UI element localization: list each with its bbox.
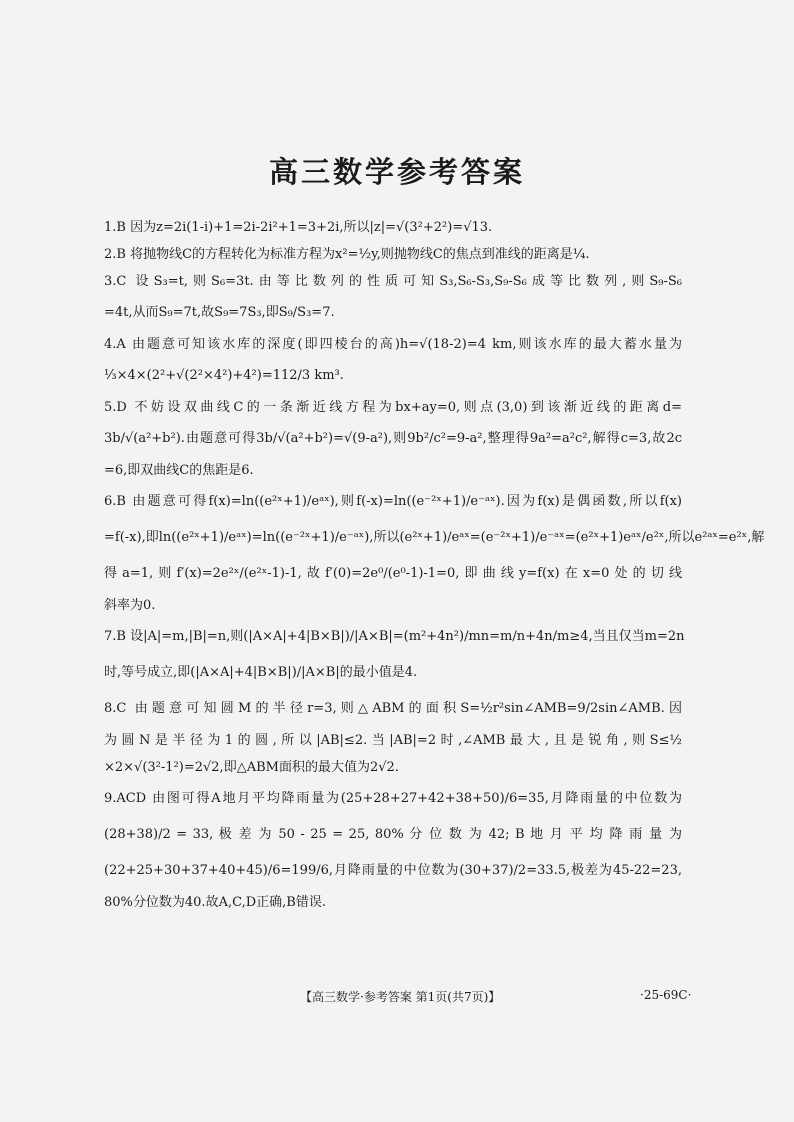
answer-line: 时,等号成立,即(|A×A|+4|B×B|)/|A×B|的最小值是4. xyxy=(104,665,418,680)
answer-line: ⅓×4×(2²+√(2²×4²)+4²)=112/3 km³. xyxy=(104,368,344,383)
answer-line: 斜率为0. xyxy=(104,598,156,613)
answer-line: 2.B 将抛物线C的方程转化为标准方程为x²=½y,则抛物线C的焦点到准线的距离是¼. xyxy=(104,247,590,262)
answer-line: (28+38)/2 = 33, 极 差 为 50 - 25 = 25, 80% 分 位 数 为 42; B 地 月 平 均 降 雨 量 为 xyxy=(104,827,682,842)
page-footer: 【高三数学·参考答案 第1页(共7页)】 xyxy=(300,990,501,1004)
answer-line: 6.B 由题意可得f(x)=ln((e²ˣ+1)/eᵃˣ),则f(-x)=ln((e⁻²ˣ+1)/e⁻ᵃˣ).因为f(x)是偶函数,所以f(x) xyxy=(104,494,682,509)
answer-line: =4t,从而S₉=7t,故S₉=7S₃,即S₉/S₃=7. xyxy=(104,305,335,320)
answer-line: =6,即双曲线C的焦距是6. xyxy=(104,463,254,478)
page-title: 高三数学参考答案 xyxy=(268,155,525,189)
document-code: ·25-69C· xyxy=(640,988,692,1002)
answer-line: 4.A 由题意可知该水库的深度(即四棱台的高)h=√(18-2)=4 km,则该水库的最大蓄水量为 xyxy=(104,337,682,352)
answer-content xyxy=(104,214,765,916)
answer-line: 3.C 设S₃=t,则S₆=3t.由等比数列的性质可知S₃,S₆-S₃,S₉-S₆成等比数列,则S₉-S₆ xyxy=(104,274,682,289)
answer-line: 为圆N是半径为1的圆,所以|AB|≤2.当|AB|=2时,∠AMB最大,且是锐角,则S≤½ xyxy=(104,733,682,748)
answer-line: 3b/√(a²+b²).由题意可得3b/√(a²+b²)=√(9-a²),则9b²/c²=9-a²,整理得9a²=a²c²,解得c=3,故2c xyxy=(104,431,682,446)
answer-line: 8.C 由题意可知圆M的半径r=3,则△ABM的面积S=½r²sin∠AMB=9/2sin∠AMB.因 xyxy=(104,701,682,716)
answer-line: 7.B 设|A|=m,|B|=n,则(|A×A|+4|B×B|)/|A×B|=(m²+4n²)/mn=m/n+4n/m≥4,当且仅当m=2n xyxy=(104,629,685,644)
answer-line: 1.B 因为z=2i(1-i)+1=2i-2i²+1=3+2i,所以|z|=√(3²+2²)=√13. xyxy=(104,220,493,235)
answer-line: 80%分位数为40.故A,C,D正确,B错误. xyxy=(104,895,326,910)
answer-line: ×2×√(3²-1²)=2√2,即△ABM面积的最大值为2√2. xyxy=(104,760,399,775)
answer-line: 得a=1,则f′(x)=2e²ˣ/(e²ˣ-1)-1,故f′(0)=2e⁰/(e⁰-1)-1=0,即曲线y=f(x)在x=0处的切线 xyxy=(104,566,682,581)
answer-line: (22+25+30+37+40+45)/6=199/6,月降雨量的中位数为(30+37)/2=33.5,极差为45-22=23, xyxy=(104,863,682,878)
answer-line: =f(-x),即ln((e²ˣ+1)/eᵃˣ)=ln((e⁻²ˣ+1)/e⁻ᵃˣ),所以(e²ˣ+1)/eᵃˣ=(e⁻²ˣ+1)/e⁻ᵃˣ=(e²ˣ+1)eᵃˣ/e²ˣ,所以e²ᵃˣ=e²ˣ,解 xyxy=(104,530,765,545)
answer-line: 9.ACD 由图可得A地月平均降雨量为(25+28+27+42+38+50)/6=35,月降雨量的中位数为 xyxy=(104,791,682,806)
answer-line: 5.D 不妨设双曲线C的一条渐近线方程为bx+ay=0,则点(3,0)到该渐近线的距离d= xyxy=(104,400,682,415)
